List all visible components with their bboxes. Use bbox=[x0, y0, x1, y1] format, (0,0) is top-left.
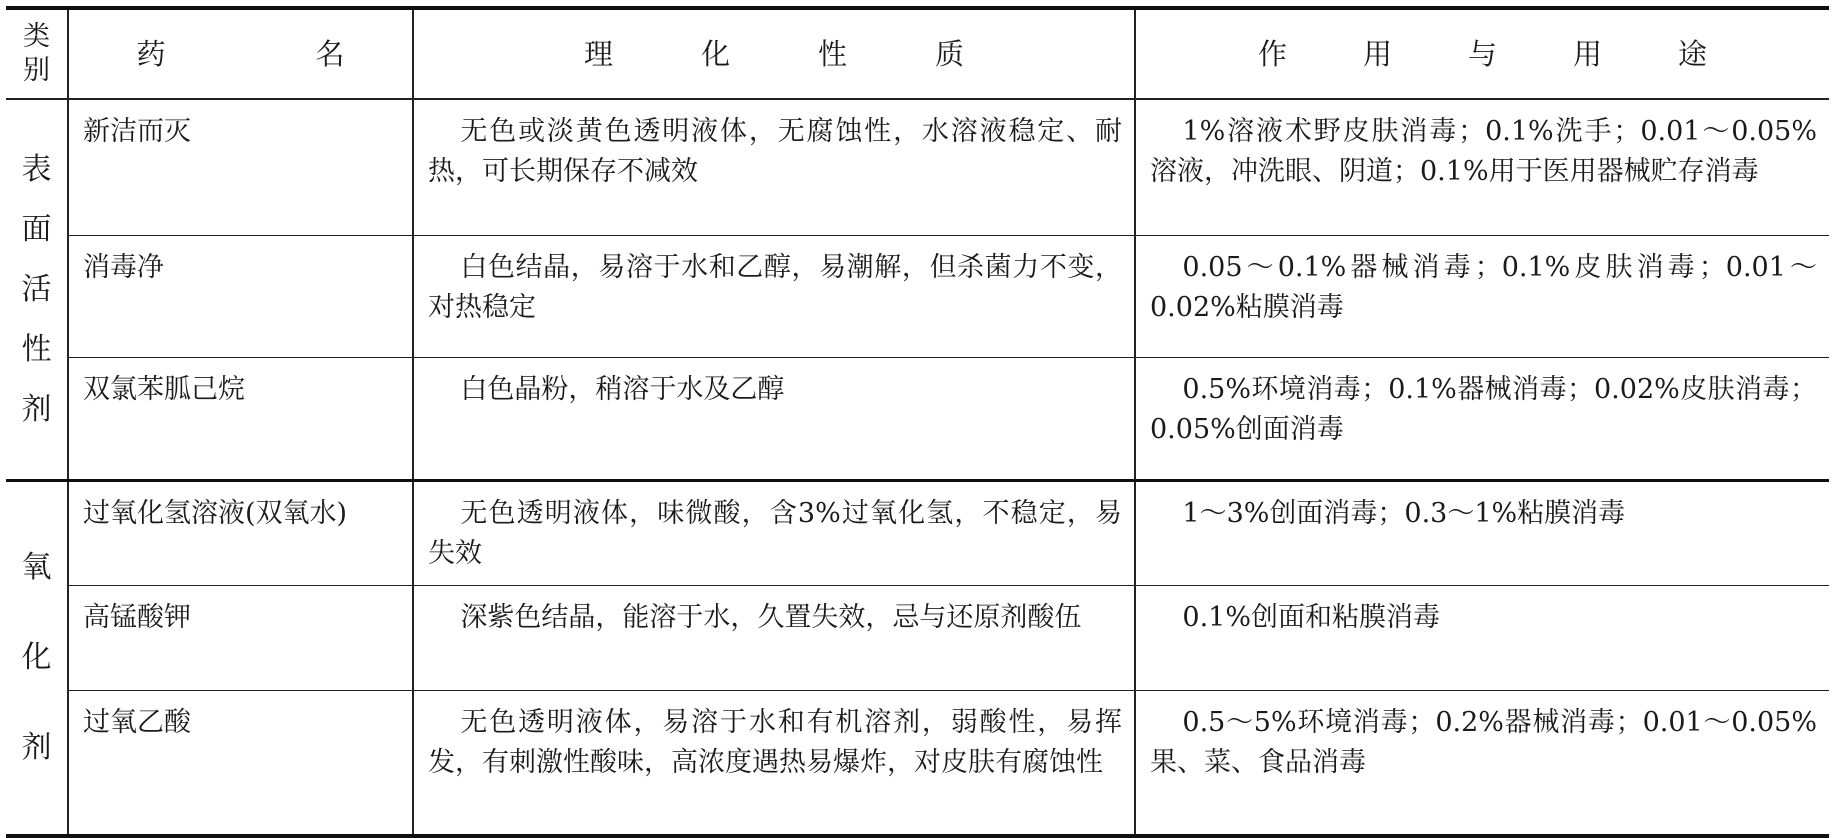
disinfectant-table bbox=[6, 6, 1829, 838]
header-property bbox=[413, 8, 1135, 99]
category-char: 表 bbox=[21, 151, 52, 187]
header-property-char: 性 bbox=[818, 37, 848, 71]
usage-cell: 0.05～0.1%器械消毒；0.1%皮肤消毒；0.01～0.02%粘膜消毒 bbox=[1135, 236, 1829, 358]
header-row bbox=[6, 8, 1829, 99]
drug-name-cell: 高锰酸钾 bbox=[68, 586, 413, 691]
usage-cell: 0.1%创面和粘膜消毒 bbox=[1135, 586, 1829, 691]
table-row bbox=[6, 691, 1829, 837]
usage-cell: 1%溶液术野皮肤消毒；0.1%洗手；0.01～0.05%溶液，冲洗眼、阴道；0.1%用于医用器械贮存消毒 bbox=[1135, 99, 1829, 236]
header-usage-char: 与 bbox=[1467, 37, 1497, 71]
drug-name-cell: 过氧化氢溶液(双氧水) bbox=[68, 481, 413, 586]
header-name-char: 名 bbox=[315, 37, 345, 71]
header-usage-char: 途 bbox=[1678, 37, 1708, 71]
header-name-label bbox=[69, 34, 412, 74]
header-property-char: 质 bbox=[935, 37, 965, 71]
category-char: 性 bbox=[21, 331, 52, 367]
drug-name-cell: 新洁而灭 bbox=[68, 99, 413, 236]
property-cell: 无色或淡黄色透明液体，无腐蚀性，水溶液稳定、耐热，可长期保存不减效 bbox=[413, 99, 1135, 236]
table-row bbox=[6, 586, 1829, 691]
property-cell: 深紫色结晶，能溶于水，久置失效，忌与还原剂酸伍 bbox=[413, 586, 1135, 691]
disinfectant-table-container bbox=[6, 6, 1829, 838]
category-char: 剂 bbox=[21, 391, 52, 427]
property-cell: 无色透明液体，易溶于水和有机溶剂，弱酸性，易挥发，有刺激性酸味，高浓度遇热易爆炸，对皮肤有腐蚀性 bbox=[413, 691, 1135, 837]
header-name-char: 药 bbox=[136, 37, 166, 71]
category-char: 氧 bbox=[21, 550, 52, 585]
header-property-label bbox=[414, 34, 1134, 74]
category-label-surfactant bbox=[6, 140, 67, 440]
property-cell: 白色晶粉，稍溶于水及乙醇 bbox=[413, 358, 1135, 481]
header-property-char: 化 bbox=[700, 37, 730, 71]
header-usage-label bbox=[1136, 34, 1829, 74]
category-char: 剂 bbox=[21, 730, 52, 765]
header-category-label: 类别 bbox=[23, 21, 50, 86]
usage-cell: 0.5%环境消毒；0.1%器械消毒；0.02%皮肤消毒；0.05%创面消毒 bbox=[1135, 358, 1829, 481]
header-name bbox=[68, 8, 413, 99]
table-row bbox=[6, 236, 1829, 358]
table-row bbox=[6, 358, 1829, 481]
usage-cell: 1～3%创面消毒；0.3～1%粘膜消毒 bbox=[1135, 481, 1829, 586]
table-row bbox=[6, 481, 1829, 586]
header-usage-char: 用 bbox=[1362, 37, 1392, 71]
drug-name-cell: 消毒净 bbox=[68, 236, 413, 358]
usage-cell: 0.5～5%环境消毒；0.2%器械消毒；0.01～0.05%果、菜、食品消毒 bbox=[1135, 691, 1829, 837]
header-usage bbox=[1135, 8, 1829, 99]
drug-name-cell: 过氧乙酸 bbox=[68, 691, 413, 837]
category-char: 活 bbox=[21, 271, 52, 307]
header-property-char: 理 bbox=[583, 37, 613, 71]
drug-name-cell: 双氯苯胍己烷 bbox=[68, 358, 413, 481]
category-char: 面 bbox=[21, 211, 52, 247]
category-char: 化 bbox=[21, 640, 52, 675]
category-label-oxidizer bbox=[6, 523, 67, 793]
property-cell: 无色透明液体，味微酸，含3%过氧化氢，不稳定，易失效 bbox=[413, 481, 1135, 586]
header-usage-char: 用 bbox=[1573, 37, 1603, 71]
header-category bbox=[6, 8, 68, 99]
category-cell-surfactant bbox=[6, 99, 68, 481]
category-cell-oxidizer bbox=[6, 481, 68, 837]
header-usage-char: 作 bbox=[1257, 37, 1287, 71]
table-row bbox=[6, 99, 1829, 236]
property-cell: 白色结晶，易溶于水和乙醇，易潮解，但杀菌力不变，对热稳定 bbox=[413, 236, 1135, 358]
